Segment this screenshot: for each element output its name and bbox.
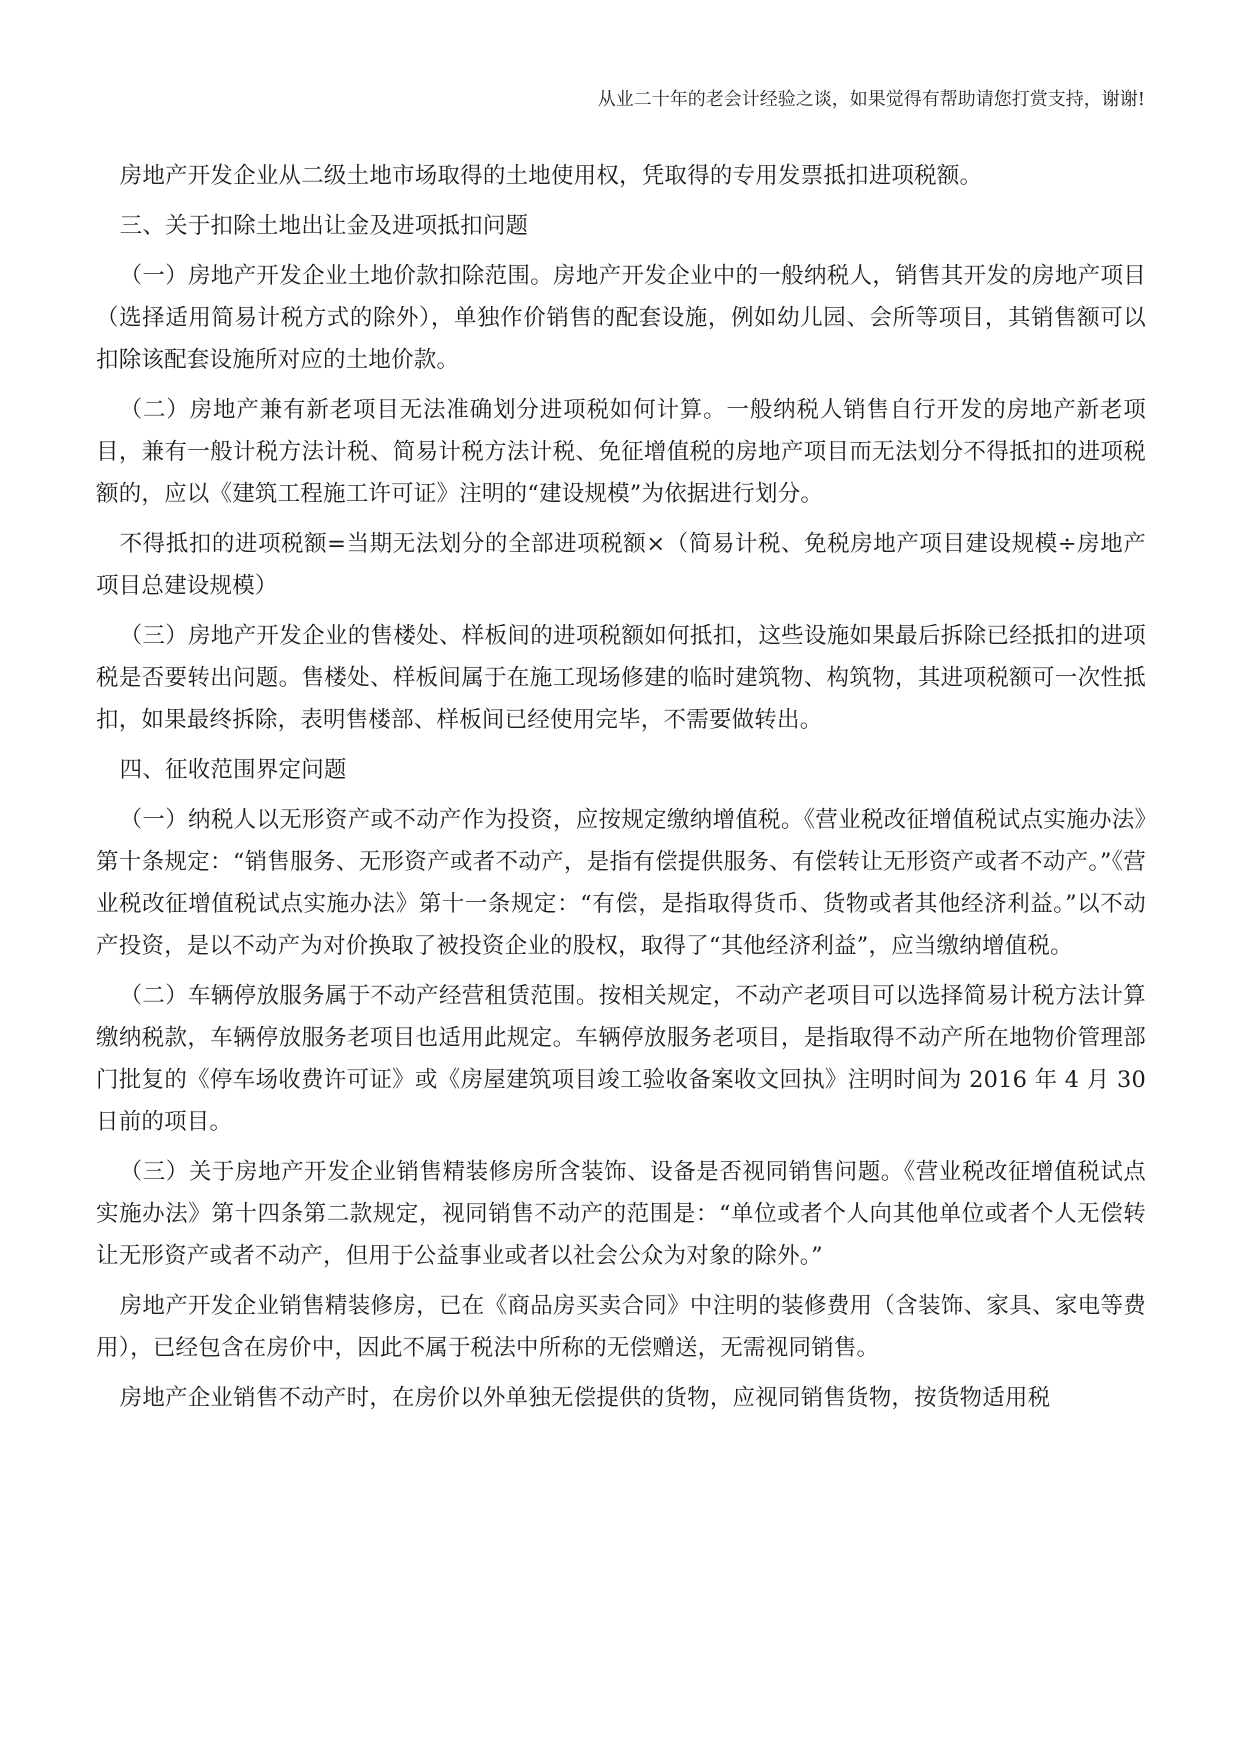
paragraph-4-2: （二）车辆停放服务属于不动产经营租赁范围。按相关规定，不动产老项目可以选择简易计税方法计算缴纳税款，车辆停放服务老项目也适用此规定。车辆停放服务老项目，是指取得不动产所在地物价管理部门批复的《停车场收费许可证》或《房屋建筑项目竣工验收备案收文回执》注明时间为 2016 年 4 月 30 日前的项目。 — [96, 983, 1146, 1135]
paragraph-4-1: （一）纳税人以无形资产或不动产作为投资，应按规定缴纳增值税。《营业税改征增值税试点实施办法》第十条规定：“销售服务、无形资产或者不动产，是指有偿提供服务、有偿转让无形资产或者不动产。”《营业税改征增值税试点实施办法》第十一条规定：“有偿，是指取得货币、货物或者其他经济利益。”以不动产投资，是以不动产为对价换取了被投资企业的股权，取得了“其他经济利益”，应当缴纳增值税。 — [96, 807, 1146, 959]
paragraph-4-3: （三）关于房地产开发企业销售精装修房所含装饰、设备是否视同销售问题。《营业税改征增值税试点实施办法》第十四条第二款规定，视同销售不动产的范围是：“单位或者个人向其他单位或者个人无偿转让无形资产或者不动产，但用于公益事业或者以社会公众为对象的除外。” — [96, 1159, 1146, 1269]
paragraph-free-goods: 房地产企业销售不动产时，在房价以外单独无偿提供的货物，应视同销售货物，按货物适用税 — [119, 1385, 1051, 1411]
paragraph-formula: 不得抵扣的进项税额=当期无法划分的全部进项税额×（简易计税、免税房地产项目建设规模÷房地产项目总建设规模） — [96, 531, 1146, 599]
paragraph-3-2: （二）房地产兼有新老项目无法准确划分进项税如何计算。一般纳税人销售自行开发的房地产新老项目，兼有一般计税方法计税、简易计税方法计税、免征增值税的房地产项目而无法划分不得抵扣的进项税额的，应以《建筑工程施工许可证》注明的“建设规模”为依据进行划分。 — [96, 397, 1146, 507]
header-note: 从业二十年的老会计经验之谈，如果觉得有帮助请您打赏支持，谢谢! — [597, 89, 1145, 110]
paragraph-3-3: （三）房地产开发企业的售楼处、样板间的进项税额如何抵扣，这些设施如果最后拆除已经抵扣的进项税是否要转出问题。售楼处、样板间属于在施工现场修建的临时建筑物、构筑物，其进项税额可一次性抵扣，如果最终拆除，表明售楼部、样板间已经使用完毕，不需要做转出。 — [96, 623, 1146, 733]
paragraph-land-use-right: 房地产开发企业从二级土地市场取得的土地使用权，凭取得的专用发票抵扣进项税额。 — [119, 163, 983, 189]
section-heading-3: 三、关于扣除土地出让金及进项抵扣问题 — [119, 213, 529, 239]
paragraph-3-1: （一）房地产开发企业土地价款扣除范围。房地产开发企业中的一般纳税人，销售其开发的房地产项目（选择适用简易计税方式的除外），单独作价销售的配套设施，例如幼儿园、会所等项目，其销售额可以扣除该配套设施所对应的土地价款。 — [96, 263, 1146, 373]
section-heading-4: 四、征收范围界定问题 — [119, 757, 347, 783]
document-body — [96, 155, 1146, 1419]
paragraph-decoration: 房地产开发企业销售精装修房，已在《商品房买卖合同》中注明的装修费用（含装饰、家具、家电等费用），已经包含在房价中，因此不属于税法中所称的无偿赠送，无需视同销售。 — [96, 1293, 1146, 1361]
